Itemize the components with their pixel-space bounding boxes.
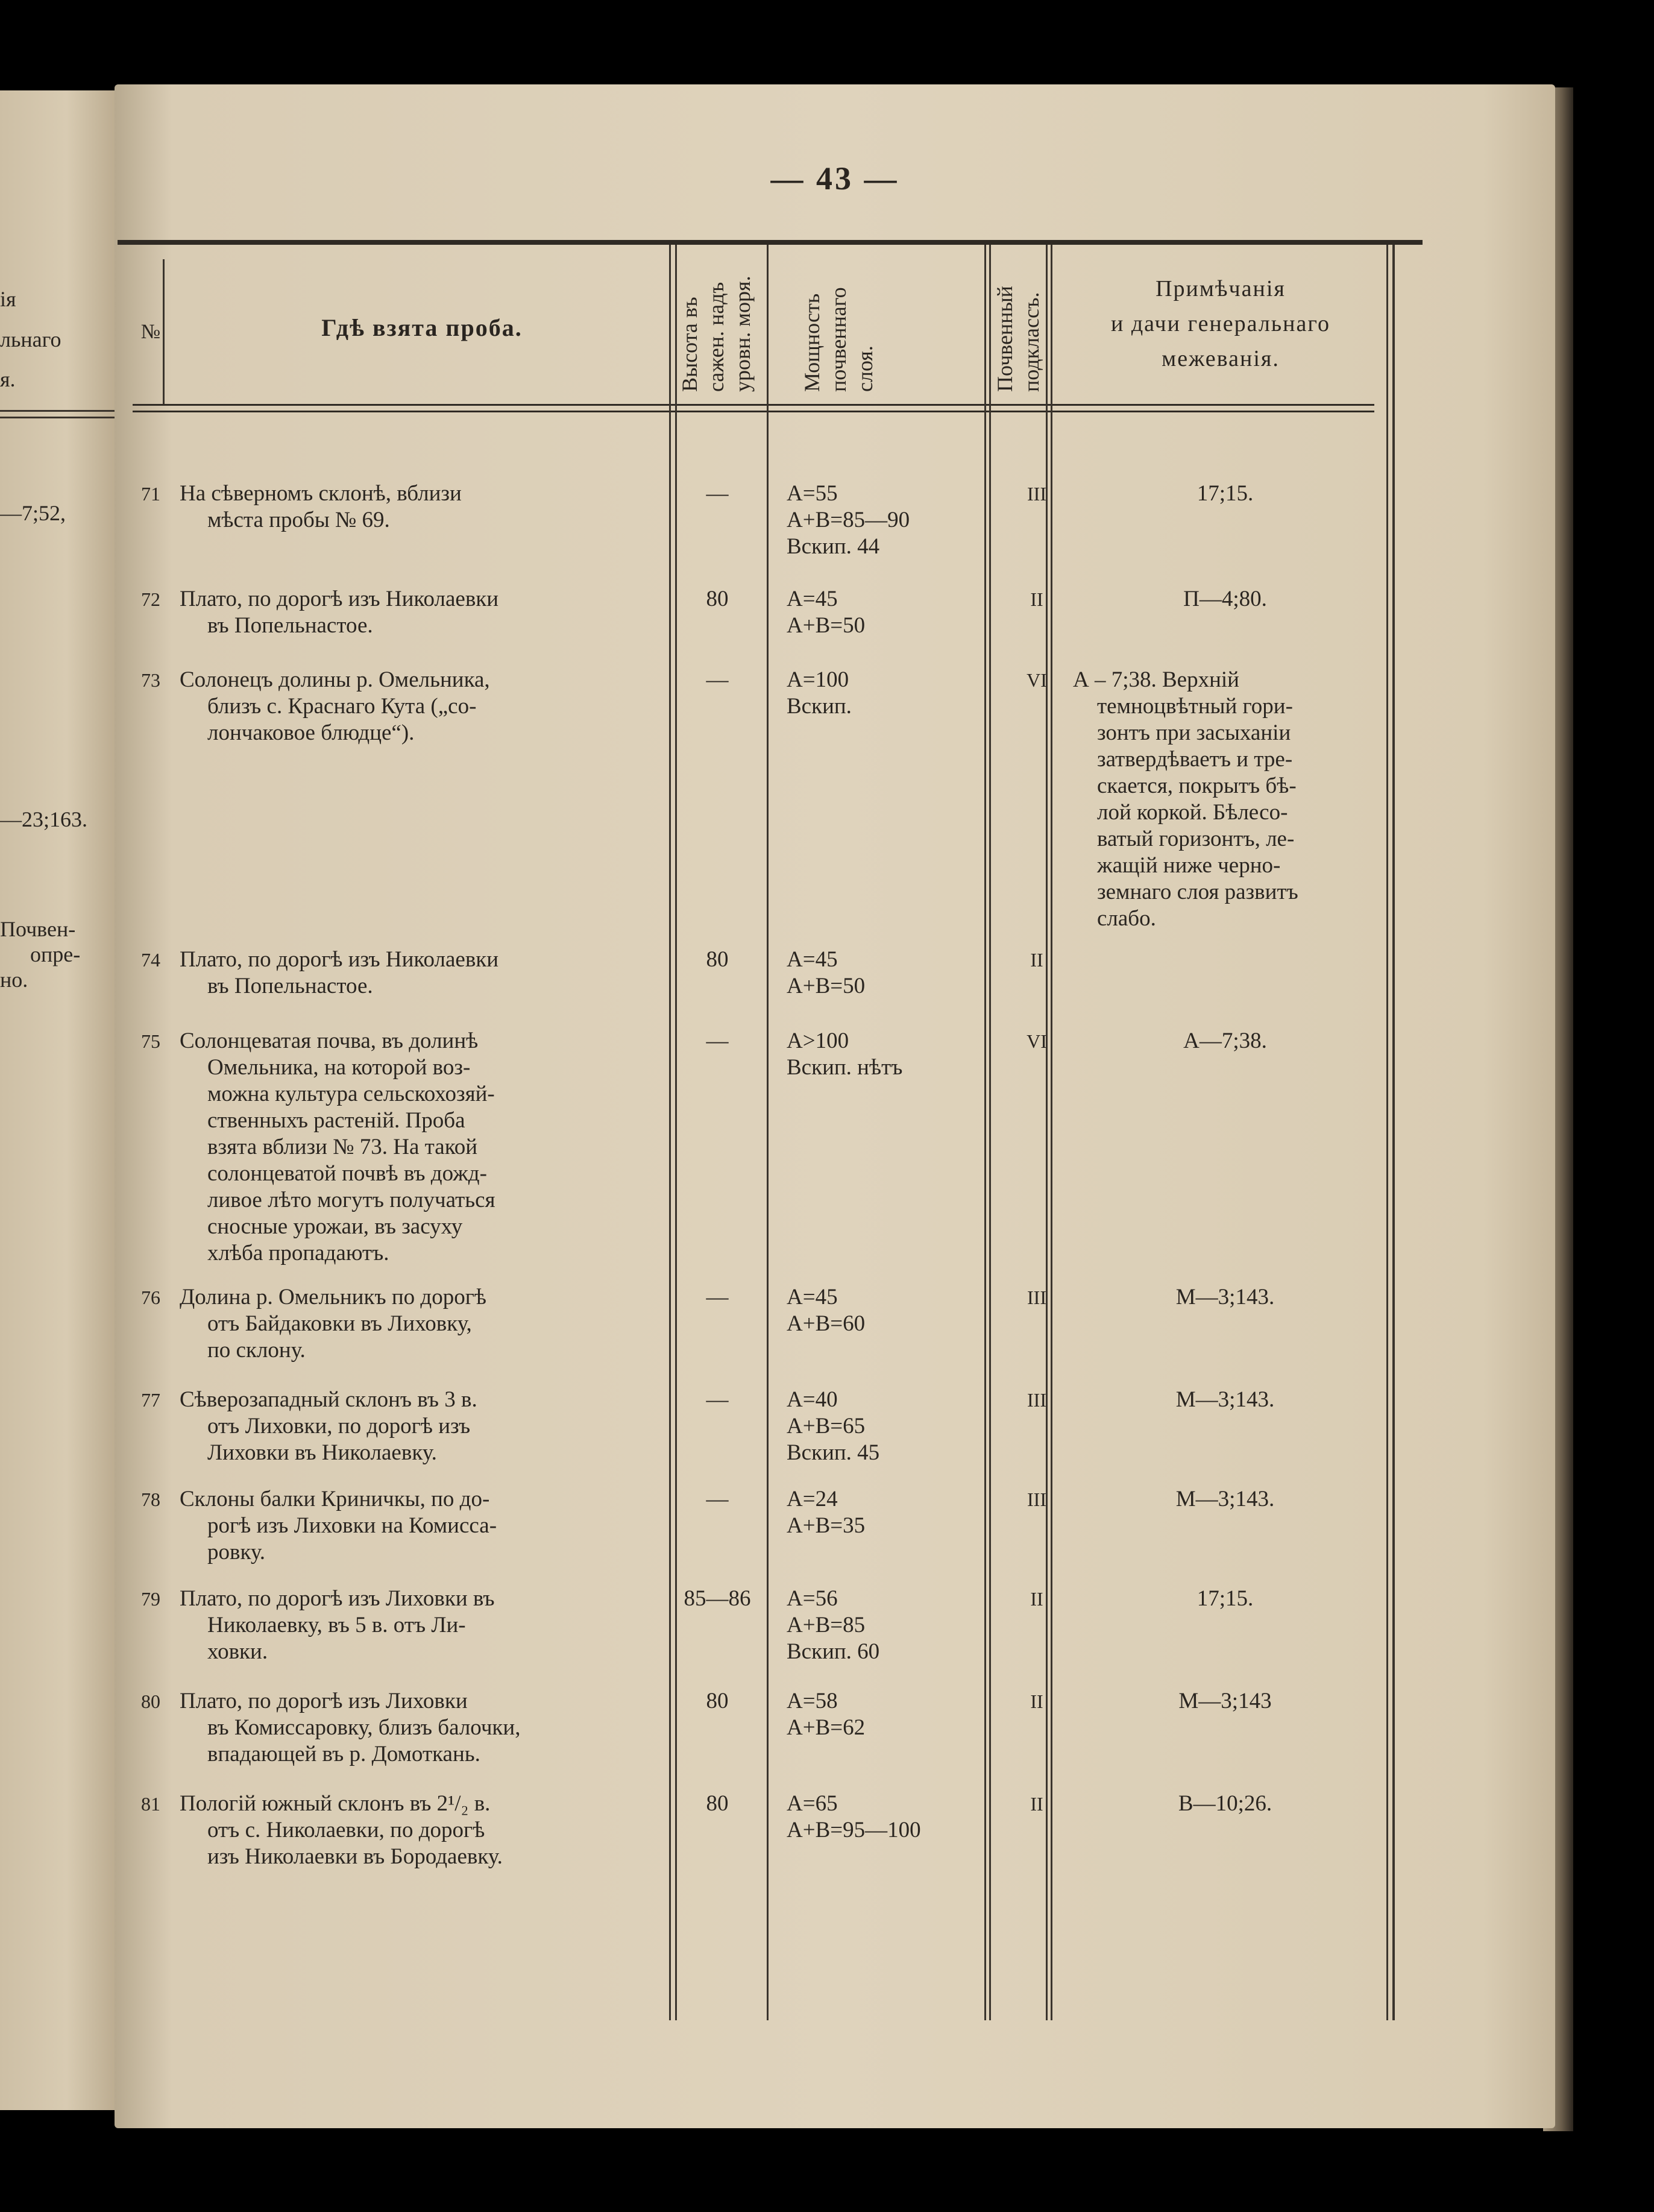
row-height: — — [706, 1387, 729, 1412]
row-height: — — [706, 1029, 729, 1053]
header-height: Высота въ сажен. надъ уровн. моря. — [678, 276, 755, 392]
prev-fragment: я. — [0, 367, 16, 391]
row-height: — — [706, 1487, 729, 1511]
book-page — [115, 84, 1555, 2128]
column-divider — [675, 245, 677, 2020]
prev-fragment: опре- — [30, 942, 81, 966]
row-height: 80 — [706, 1689, 729, 1713]
column-divider — [669, 245, 671, 2020]
row-height: 80 — [706, 587, 729, 611]
row-subclass: II — [1030, 949, 1043, 971]
prev-fragment: —7;52, — [0, 501, 66, 525]
row-thickness: A=58 A+B=62 — [787, 1689, 866, 1740]
row-number: 72 — [141, 588, 160, 610]
row-number: 71 — [141, 483, 160, 505]
prev-fragment: льнаго — [0, 327, 61, 351]
row-thickness: A>100 Вскип. нѣтъ — [787, 1029, 903, 1080]
row-number: 76 — [141, 1287, 160, 1308]
row-place: Плато, по дорогѣ изъ Лиховки въ Николаевку, въ 5 в. отъ Ли- ховки. — [180, 1586, 495, 1664]
previous-page-fragment — [0, 90, 121, 2110]
row-place: На сѣверномъ склонѣ, вблизи мѣста пробы № 69. — [180, 481, 462, 532]
row-place: Сѣверозападный склонъ въ 3 в. отъ Лиховки, по дорогѣ изъ Лиховки въ Николаевку. — [180, 1387, 477, 1465]
row-number: 78 — [141, 1489, 160, 1510]
column-divider — [1051, 245, 1052, 2020]
page-number: — 43 — — [770, 160, 899, 197]
row-thickness: A=45 A+B=50 — [787, 587, 866, 638]
row-notes: А – 7;38. Верхній темноцвѣтный гори- зонтъ при засыханіи затвердѣваетъ и тре- скается, покрытъ бѣ- лой коркой. Бѣлесо- ватый горизонтъ, ле- жащій ниже черно- земнаго слоя развитъ слабо. — [1073, 667, 1298, 931]
row-number: 75 — [141, 1030, 160, 1052]
row-notes: А—7;38. — [1183, 1029, 1267, 1053]
row-subclass: III — [1027, 1389, 1046, 1411]
row-place: Склоны балки Криничкы, по до- рогѣ изъ Лиховки на Комисса- ровку. — [180, 1487, 497, 1564]
row-place: Долина р. Омельникъ по дорогѣ отъ Байдаковки въ Лиховку, по склону. — [180, 1285, 486, 1363]
row-place: Солонецъ долины р. Омельника, близъ с. Краснаго Кута („со- лончаковое блюдце“). — [180, 667, 490, 745]
prev-fragment: —23;163. — [0, 807, 88, 831]
row-subclass: VI — [1027, 1030, 1047, 1052]
header-subclass: Почвенный подклассъ. — [993, 286, 1043, 392]
row-thickness: A=24 A+B=35 — [787, 1487, 866, 1538]
row-height: — — [706, 667, 729, 692]
row-notes: М—3;143. — [1175, 1387, 1275, 1412]
row-place: Пологій южный склонъ въ 2¹/₂ в. отъ с. Николаевки, по дорогѣ изъ Николаевки въ Бородаевку. — [180, 1791, 503, 1869]
row-notes: М—3;143. — [1175, 1487, 1275, 1511]
row-thickness: A=56 A+B=85 Вскип. 60 — [787, 1586, 880, 1664]
row-thickness: A=40 A+B=65 Вскип. 45 — [787, 1387, 880, 1465]
header-rule — [133, 411, 1374, 412]
row-thickness: A=65 A+B=95—100 — [787, 1791, 921, 1842]
row-notes: В—10;26. — [1178, 1791, 1272, 1816]
row-subclass: VI — [1027, 669, 1047, 691]
row-place: Плато, по дорогѣ изъ Николаевки въ Попельнастое. — [180, 947, 499, 998]
prev-fragment: но. — [0, 968, 28, 992]
prev-rule — [0, 410, 115, 412]
row-notes: П—4;80. — [1183, 587, 1267, 611]
row-place: Плато, по дорогѣ изъ Николаевки въ Попельнастое. — [180, 587, 499, 638]
row-subclass: II — [1030, 1588, 1043, 1610]
column-divider — [1386, 245, 1388, 2020]
row-height: 85—86 — [684, 1586, 751, 1611]
row-subclass: II — [1030, 1793, 1043, 1815]
column-divider — [1392, 245, 1395, 2020]
top-rule — [118, 240, 1423, 245]
row-subclass: III — [1027, 1489, 1046, 1510]
row-number: 80 — [141, 1691, 160, 1712]
prev-fragment: ія — [0, 287, 16, 311]
header-notes: Примѣчанія и дачи генеральнаго межеванія. — [1111, 276, 1330, 371]
row-notes: 17;15. — [1196, 481, 1254, 506]
row-height: — — [706, 481, 729, 506]
row-notes: М—3;143 — [1178, 1689, 1272, 1713]
row-number: 73 — [141, 669, 160, 691]
row-place: Плато, по дорогѣ изъ Лиховки въ Комиссаровку, близъ балочки, впадающей въ р. Домоткань. — [180, 1689, 521, 1766]
row-height: 80 — [706, 1791, 729, 1816]
row-thickness: A=45 A+B=60 — [787, 1285, 866, 1336]
row-notes: М—3;143. — [1175, 1285, 1275, 1309]
row-thickness: A=45 A+B=50 — [787, 947, 866, 998]
row-number: 79 — [141, 1588, 160, 1610]
header-rule — [133, 404, 1374, 406]
header-num: № — [140, 321, 161, 343]
row-height: 80 — [706, 947, 729, 972]
row-subclass: III — [1027, 483, 1046, 505]
header-thickness: Мощность почвеннаго слоя. — [800, 287, 877, 392]
prev-rule — [0, 417, 115, 418]
row-height: — — [706, 1285, 729, 1309]
header-place: Гдѣ взята проба. — [321, 314, 523, 341]
row-subclass: II — [1030, 1691, 1043, 1712]
row-place: Солонцеватая почва, въ долинѣ Омельника, на которой воз- можна культура сельскохозяй- ственныхъ растеній. Проба взята вблизи № 73. На такой солонцеватой почвѣ въ дожд- ливое лѣто могутъ получаться сносные урожаи, въ засуху хлѣба пропадаютъ. — [180, 1029, 495, 1265]
column-divider — [767, 245, 769, 2020]
row-notes: 17;15. — [1196, 1586, 1254, 1611]
row-thickness: A=55 A+B=85—90 Вскип. 44 — [787, 481, 910, 559]
column-divider — [1046, 245, 1048, 2020]
row-thickness: A=100 Вскип. — [787, 667, 852, 719]
row-number: 77 — [141, 1389, 160, 1411]
row-number: 74 — [141, 949, 160, 971]
row-number: 81 — [141, 1793, 160, 1815]
row-subclass: II — [1030, 588, 1043, 610]
prev-fragment: Почвен- — [0, 917, 76, 941]
row-subclass: III — [1027, 1287, 1046, 1308]
